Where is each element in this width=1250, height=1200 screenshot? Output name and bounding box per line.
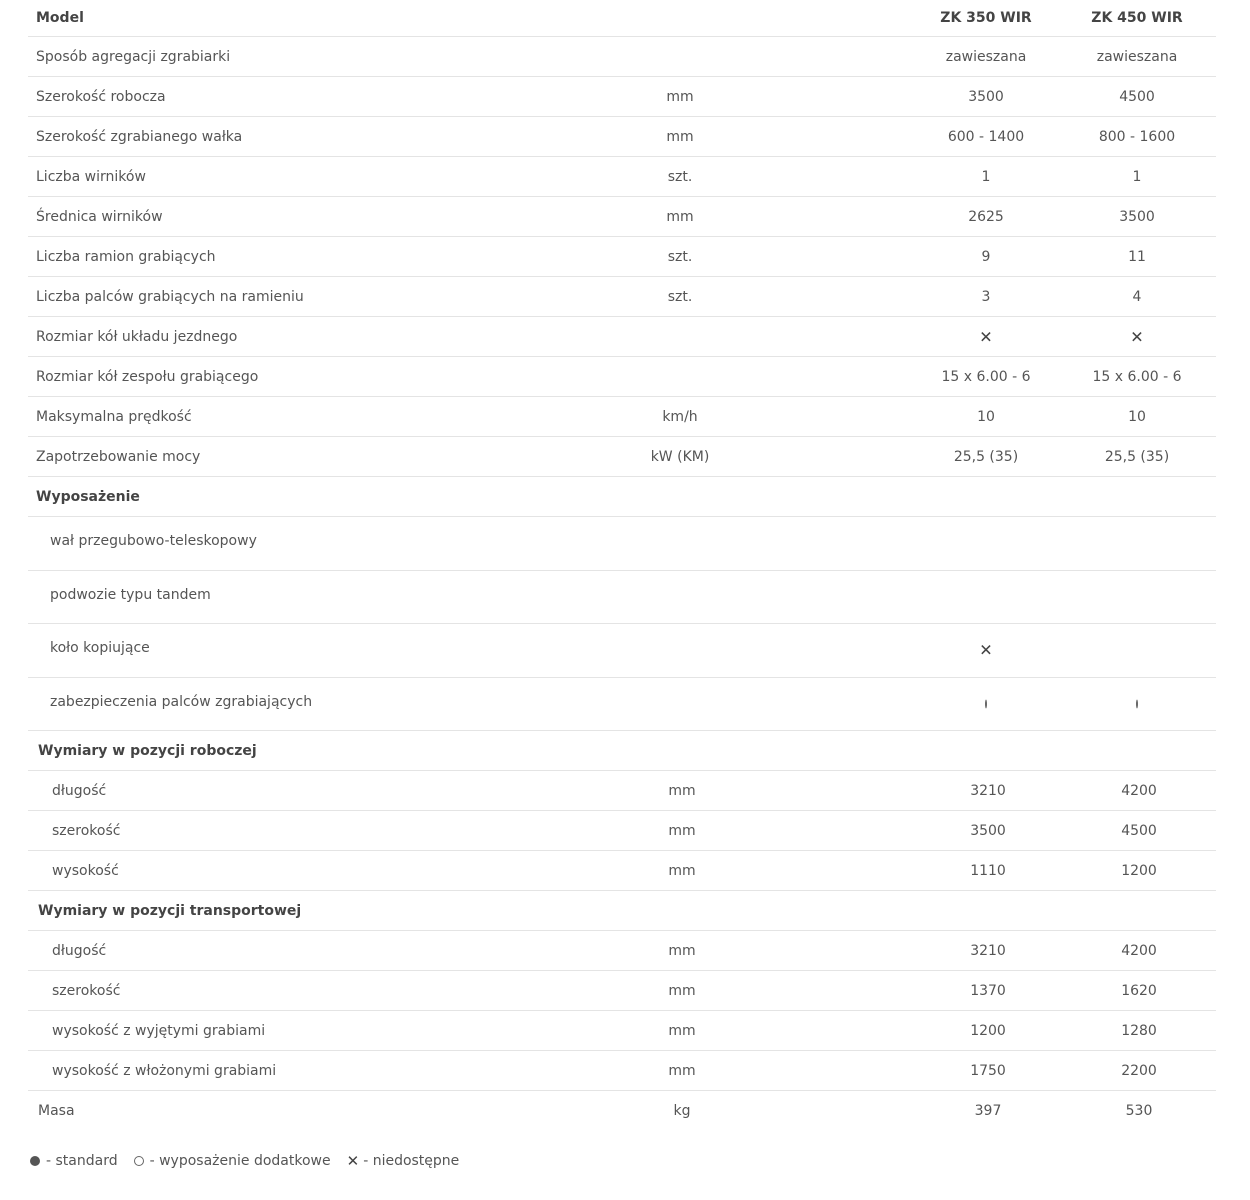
spec-name: Rozmiar kół zespołu grabiącego xyxy=(36,368,259,385)
legend-unavailable xyxy=(347,1152,460,1170)
legend-standard xyxy=(30,1153,118,1169)
dimension-row: szerokość mm 3500 4500 xyxy=(28,811,1216,851)
dimension-row: wysokość z wyjętymi grabiami mm 1200 1280 xyxy=(28,1011,1216,1051)
spec-row: Sposób agregacji zgrabiarki zawieszana zawieszana xyxy=(28,37,1216,77)
spec-row: Szerokość robocza mm 3500 4500 xyxy=(28,77,1216,117)
dimension-name: długość xyxy=(52,782,107,799)
legend xyxy=(30,1152,475,1170)
spec-row: Liczba palców grabiących na ramieniu szt. 3 4 xyxy=(28,277,1216,317)
transport-dims-title: Wymiary w pozycji transportowej xyxy=(38,902,302,919)
equipment-title: Wyposażenie xyxy=(36,488,140,505)
cross-icon: ✕ xyxy=(346,1152,360,1170)
spec-row: Rozmiar kół zespołu grabiącego 15 x 6.00 - 6 15 x 6.00 - 6 xyxy=(28,357,1216,397)
spec-row: Liczba wirników szt. 1 1 xyxy=(28,157,1216,197)
dimension-name: długość xyxy=(52,942,107,959)
dimension-name: wysokość z włożonymi grabiami xyxy=(52,1062,277,1079)
empty-circle-icon xyxy=(985,699,987,708)
equipment-row xyxy=(28,678,1216,732)
dimension-name: wysokość xyxy=(52,862,119,879)
spec-row: Zapotrzebowanie mocy kW (KM) 25,5 (35) 25,5 (35) xyxy=(28,437,1216,477)
legend-optional-label: - wyposażenie dodatkowe xyxy=(149,1153,331,1169)
spec-name: Szerokość zgrabianego wałka xyxy=(36,128,243,145)
equipment-name: koło kopiujące xyxy=(50,640,150,657)
equipment-name: wał przegubowo-teleskopowy xyxy=(50,533,257,550)
legend-unavailable-label: - niedostępne xyxy=(363,1153,460,1169)
spec-row: Maksymalna prędkość km/h 10 10 xyxy=(28,397,1216,437)
spec-name: Rozmiar kół układu jezdnego xyxy=(36,328,238,345)
spec-name: Liczba wirników xyxy=(36,168,146,185)
spec-name: Szerokość robocza xyxy=(36,88,166,105)
empty-circle-icon xyxy=(134,1156,144,1166)
spec-row: Liczba ramion grabiących szt. 9 11 xyxy=(28,237,1216,277)
model-label: Model xyxy=(36,10,84,26)
dimension-row: szerokość mm 1370 1620 xyxy=(28,971,1216,1011)
spec-row: Średnica wirników mm 2625 3500 xyxy=(28,197,1216,237)
empty-circle-icon xyxy=(1136,699,1138,708)
equipment-header xyxy=(28,477,1216,517)
spec-name: Liczba palców grabiących na ramieniu xyxy=(36,288,304,305)
spec-table xyxy=(28,0,1216,1131)
legend-optional xyxy=(134,1153,331,1169)
equipment-row xyxy=(28,624,1216,678)
dimension-row: długość mm 3210 4200 xyxy=(28,931,1216,971)
dimension-row: wysokość mm 1110 1200 xyxy=(28,851,1216,891)
dimension-row: wysokość z włożonymi grabiami mm 1750 2200 xyxy=(28,1051,1216,1091)
spec-name: Maksymalna prędkość xyxy=(36,408,192,425)
spec-name: Liczba ramion grabiących xyxy=(36,248,216,265)
mass-row: Masa kg 397 530 xyxy=(38,1103,1153,1119)
filled-dot-icon xyxy=(30,1156,40,1166)
dimension-name: wysokość z wyjętymi grabiami xyxy=(52,1022,266,1039)
spec-row xyxy=(28,317,1216,357)
legend-standard-label: - standard xyxy=(46,1153,118,1169)
transport-dims-header xyxy=(28,891,1216,931)
working-dims-header xyxy=(28,731,1216,771)
mass-name: Masa xyxy=(38,1103,75,1119)
cross-icon: ✕ xyxy=(979,327,993,346)
equipment-name: podwozie typu tandem xyxy=(50,586,211,603)
cross-icon: ✕ xyxy=(1130,327,1144,346)
spec-name: Średnica wirników xyxy=(36,208,163,225)
equipment-row xyxy=(28,571,1216,625)
cross-icon: ✕ xyxy=(979,640,993,660)
dimension-row: długość mm 3210 4200 xyxy=(28,771,1216,811)
equipment-name: zabezpieczenia palców zgrabiających xyxy=(50,693,313,710)
equipment-row xyxy=(28,517,1216,571)
spec-row: Szerokość zgrabianego wałka mm 600 - 1400 800 - 1600 xyxy=(28,117,1216,157)
spec-name: Zapotrzebowanie mocy xyxy=(36,448,201,465)
dimension-name: szerokość xyxy=(52,982,121,999)
spec-name: Sposób agregacji zgrabiarki xyxy=(36,48,231,65)
working-dims-title: Wymiary w pozycji roboczej xyxy=(38,742,257,759)
header-row: Model ZK 350 WIR ZK 450 WIR xyxy=(28,0,1216,37)
dimension-name: szerokość xyxy=(52,822,121,839)
